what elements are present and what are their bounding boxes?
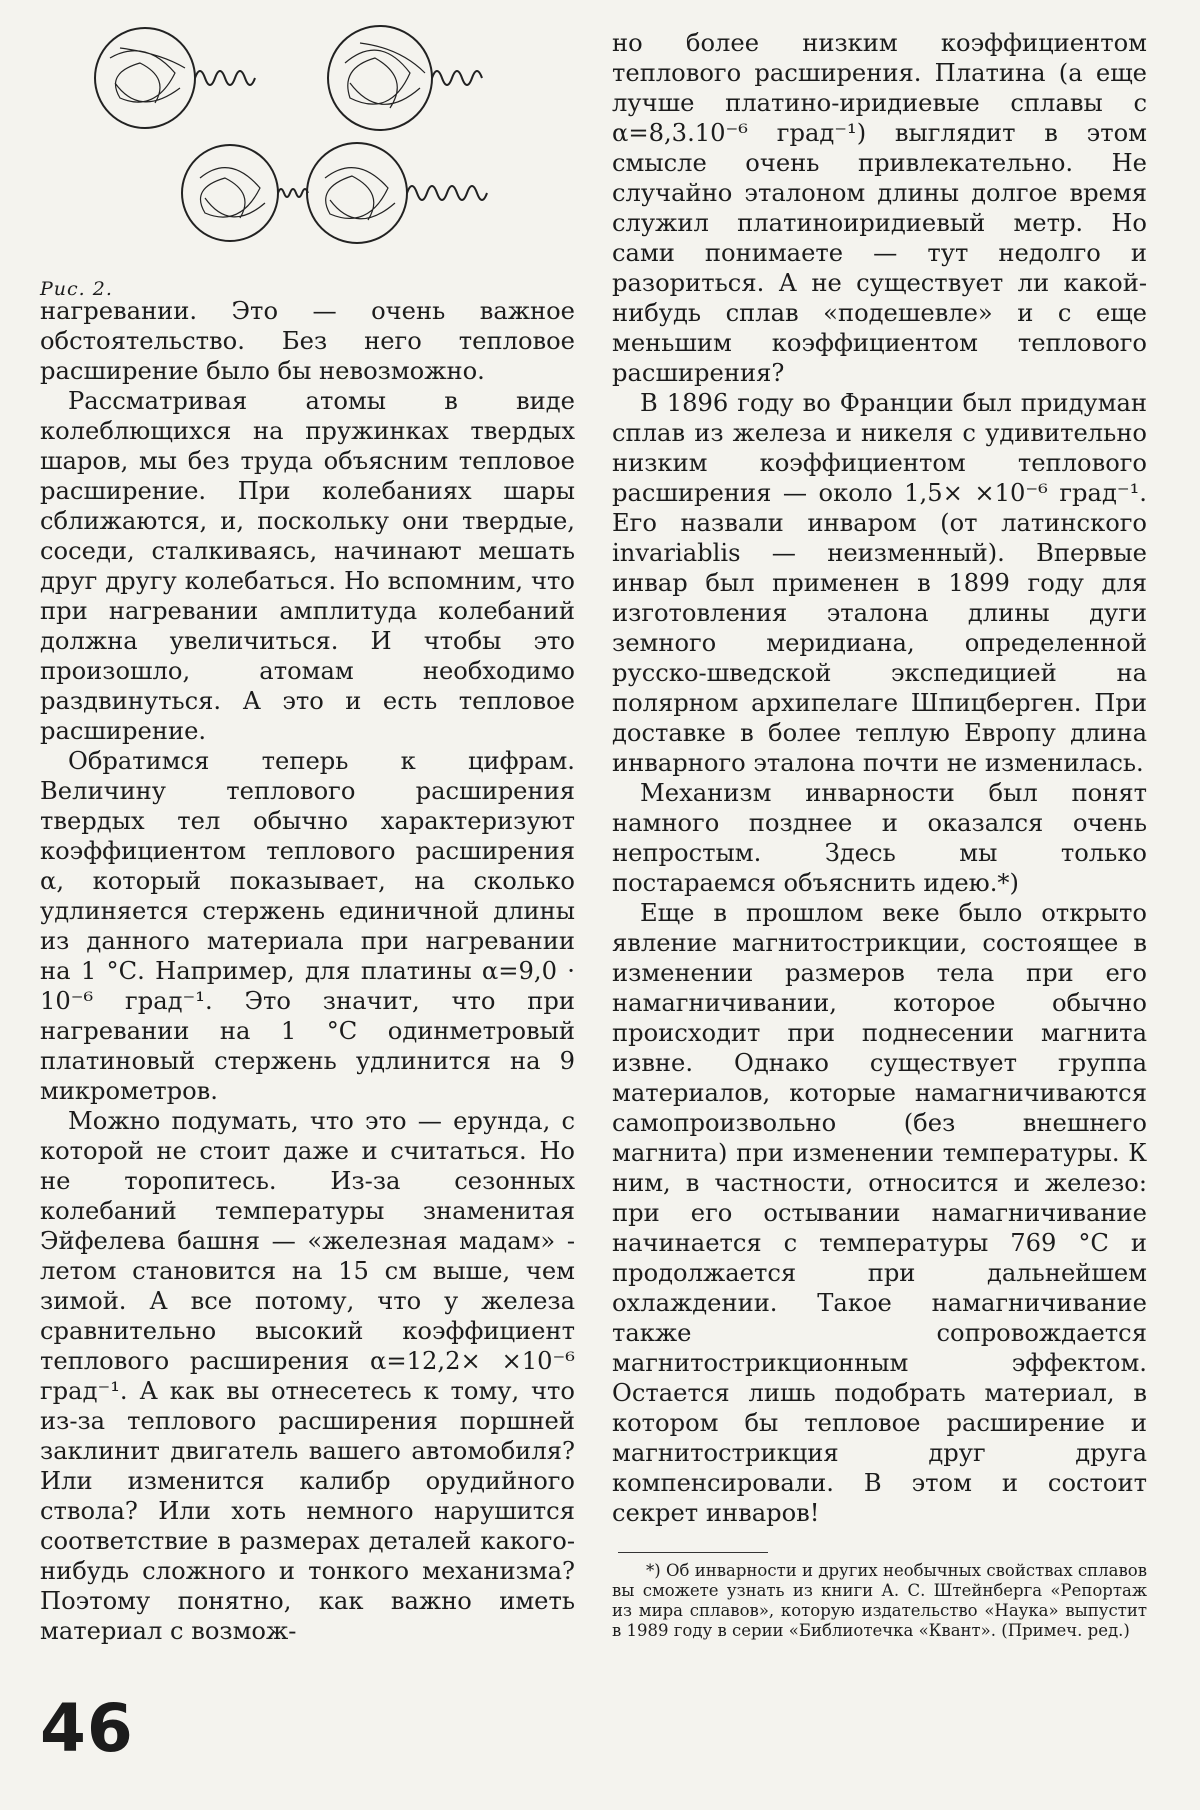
right-paragraph-2: В 1896 году во Франции был придуман сплав из железа и никеля с удивительно низким коэффициентом теплового расширения — около 1,5× ×10⁻⁶ град⁻¹. Его назвали инваром (от латинского invariablis — неизменный). Впервые инвар был применен в 1899 году для изготовления эталона длины дуги земного меридиана, определенной русско-шведской экспедицией на полярном архипелаге Шпицберген. При доставке в более теплую Европу длина инварного эталона почти не изменилась. (612, 389, 1147, 777)
left-paragraph-2: Рассматривая атомы в виде колеблющихся на пружинках твердых шаров, мы без труда объясним тепловое расширение. При колебаниях шары сближаются, и, поскольку они твердые, соседи, сталкиваясь, начинают мешать друг другу колебаться. Но вспомним, что при нагревании амплитуда колебаний должна увеличиться. И чтобы это произошло, атомам необходимо раздвинуться. А это и есть тепловое расширение. (40, 387, 575, 745)
page-number: 46 (40, 1690, 134, 1767)
left-paragraph-1: нагревании. Это — очень важное обстоятельство. Без него тепловое расширение было бы невозможно. (40, 297, 575, 385)
right-paragraph-4: Еще в прошлом веке было открыто явление магнитострикции, состоящее в изменении размеров тела при его намагничивании, которое обычно происходит при поднесении магнита извне. Однако существует группа материалов, которые намагничиваются самопроизвольно (без внешнего магнита) при изменении температуры. К ним, в частности, относится и железо: при его остывании намагничивание начинается с температуры 769 °С и продолжается при дальнейшем охлаждении. Такое намагничивание также сопровождается магнитострикционным эффектом. Остается лишь подобрать материал, в котором бы тепловое расширение и магнитострикция друг друга компенсировали. В этом и состоит секрет инваров! (612, 899, 1147, 1527)
figure-atoms-springs (40, 0, 575, 300)
left-paragraph-4: Можно подумать, что это — ерунда, с которой не стоит даже и считаться. Но не торопитесь. Из-за сезонных колебаний температуры знаменитая Эйфелева башня — «железная мадам» - летом становится на 15 см выше, чем зимой. А все потому, что у железа сравнительно высокий коэффициент теплового расширения α=12,2× ×10⁻⁶ град⁻¹. А как вы отнесетесь к тому, что из-за теплового расширения поршней заклинит двигатель вашего автомобиля? Или изменится калибр орудийного ствола? Или хоть немного нарушится соответствие в размерах деталей какого-нибудь сложного и тонкого механизма? Поэтому понятно, как важно иметь материал с возмож- (40, 1107, 575, 1645)
footnote: *) Об инварности и других необычных свойствах сплавов вы сможете узнать из книги А. С. Штейнберга «Репортаж из мира сплавов», которую издательство «Наука» выпустит в 1989 году в серии «Библиотечка «Квант». (Примеч. ред.) (612, 1561, 1147, 1640)
right-column (612, 28, 1147, 1641)
atoms-on-springs-illustration (60, 18, 530, 268)
left-paragraph-3: Обратимся теперь к цифрам. Величину теплового расширения твердых тел обычно характеризуют коэффициентом теплового расширения α, который показывает, на сколько удлиняется стержень единичной длины из данного материала при нагревании на 1 °С. Например, для платины α=9,0 · 10⁻⁶ град⁻¹. Это значит, что при нагревании на 1 °С одинметровый платиновый стержень удлинится на 9 микрометров. (40, 747, 575, 1105)
right-paragraph-1: но более низким коэффициентом теплового расширения. Платина (а еще лучше платино-иридиевые сплавы с α=8,3.10⁻⁶ град⁻¹) выглядит в этом смысле очень привлекательно. Не случайно эталоном длины долгое время служил платиноиридиевый метр. Но сами понимаете — тут недолго и разориться. А не существует ли какой-нибудь сплав «подешевле» и с еще меньшим коэффициентом теплового расширения? (612, 29, 1147, 387)
footnote-divider (618, 1552, 768, 1553)
figure-caption: Рис. 2. (40, 278, 113, 300)
right-paragraph-3: Механизм инварности был понят намного позднее и оказался очень непростым. Здесь мы только постараемся объяснить идею.*) (612, 779, 1147, 897)
left-column (40, 0, 575, 1646)
